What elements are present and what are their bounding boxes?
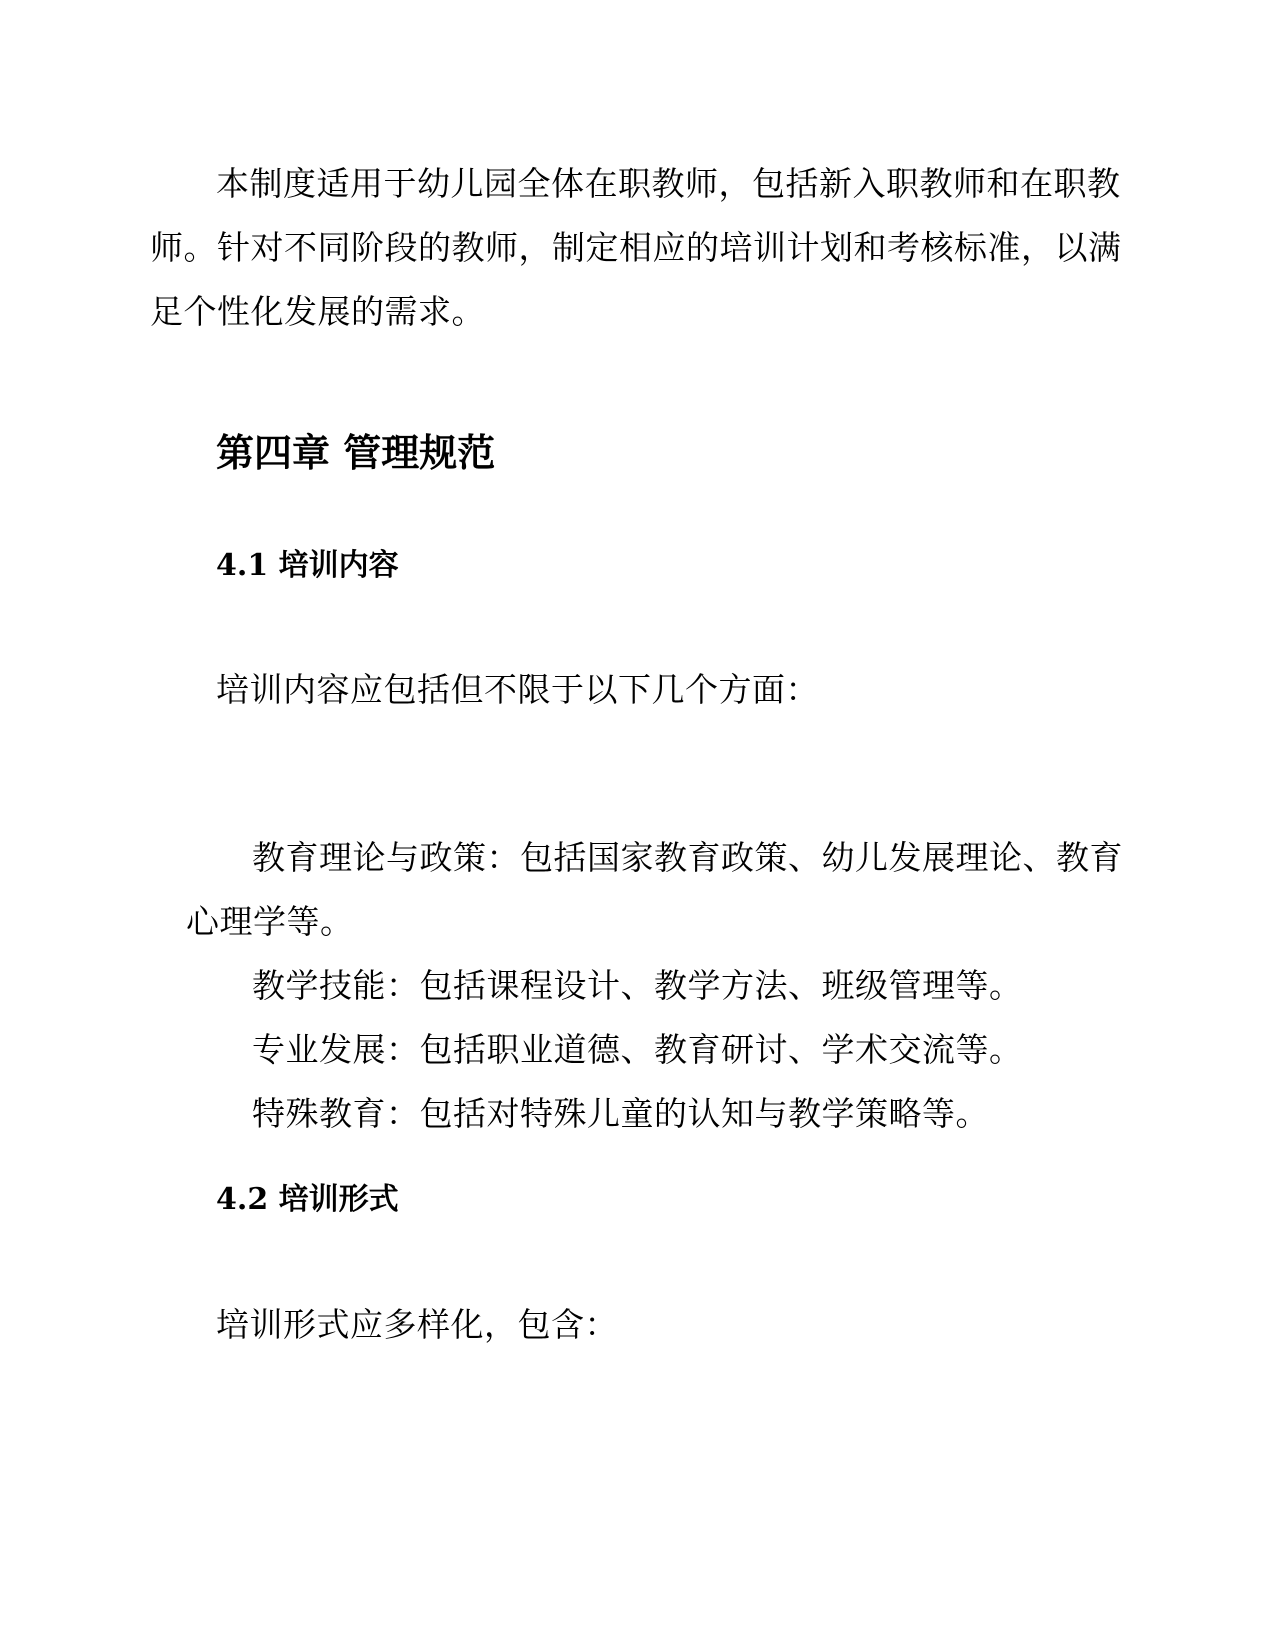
section-title-4-1: 4.1 培训内容 (216, 548, 399, 583)
training-content-list (186, 826, 1126, 1146)
list-item: 教育理论与政策：包括国家教育政策、幼儿发展理论、教育心理学等。 (186, 838, 1123, 941)
list-item: 教学技能：包括课程设计、教学方法、班级管理等。 (252, 966, 1023, 1005)
section-4-2-lead: 培训形式应多样化，包含： (216, 1305, 618, 1344)
section-title-4-2: 4.2 培训形式 (216, 1182, 399, 1217)
intro-paragraph: 本制度适用于幼儿园全体在职教师，包括新入职教师和在职教师。针对不同阶段的教师，制定相应的培训计划和考核标准，以满足个性化发展的需求。 (150, 164, 1122, 331)
section-4-1-lead: 培训内容应包括但不限于以下几个方面： (216, 670, 819, 709)
list-item: 特殊教育：包括对特殊儿童的认知与教学策略等。 (252, 1094, 989, 1133)
list-item: 专业发展：包括职业道德、教育研讨、学术交流等。 (252, 1030, 1023, 1069)
chapter-title: 第四章 管理规范 (216, 431, 496, 475)
